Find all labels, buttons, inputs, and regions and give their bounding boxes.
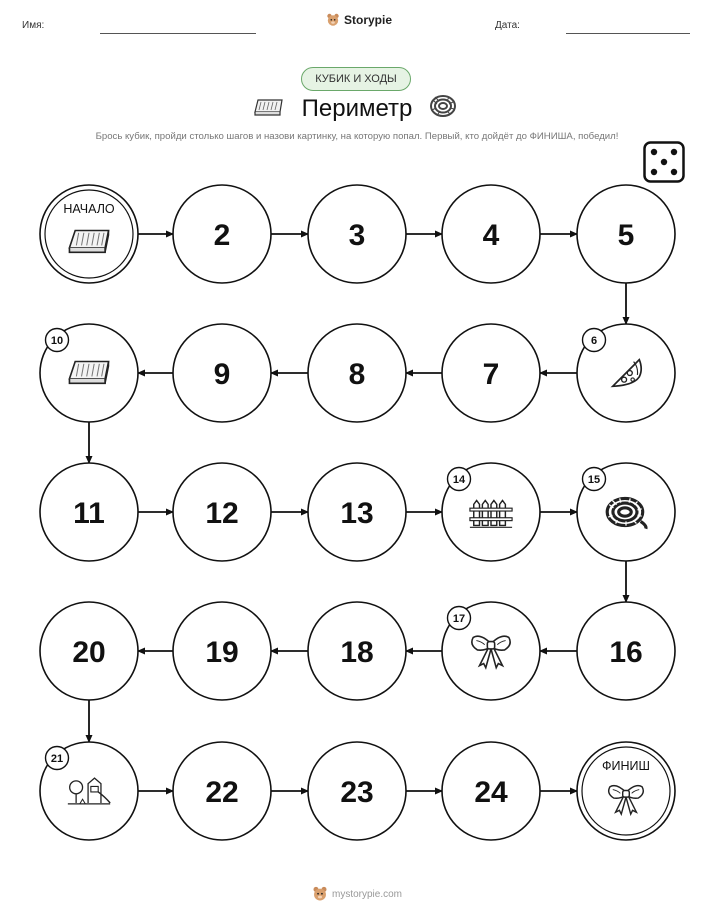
board-space-9 xyxy=(173,324,271,422)
board-space-22 xyxy=(173,742,271,840)
space-number: 18 xyxy=(340,636,374,669)
space-number-badge: 15 xyxy=(587,474,601,486)
space-number: 5 xyxy=(617,219,635,252)
board-space-21 xyxy=(40,742,138,840)
board-space-5 xyxy=(577,185,675,283)
space-number-badge: 17 xyxy=(452,613,466,625)
board-space-10 xyxy=(40,324,138,422)
board-space-16 xyxy=(577,602,675,700)
board-space-23 xyxy=(308,742,406,840)
mattress-icon xyxy=(69,362,108,384)
board-space-14 xyxy=(442,463,540,561)
space-number: 22 xyxy=(205,776,239,809)
board-space-18 xyxy=(308,602,406,700)
space-number-badge: 14 xyxy=(452,474,466,486)
board-space-15 xyxy=(577,463,675,561)
name-label: Имя: xyxy=(22,20,45,31)
bear-icon xyxy=(312,886,328,902)
space-number: 2 xyxy=(213,219,231,252)
instructions: Брось кубик, пройди столько шагов и назови картинку, на которую попал. Первый, кто дойдёт до ФИНИША, победил! xyxy=(95,131,619,142)
space-number: 24 xyxy=(474,776,508,809)
space-number-badge: 6 xyxy=(590,335,598,347)
space-number: 3 xyxy=(348,219,366,252)
board-space-4 xyxy=(442,185,540,283)
space-number: 19 xyxy=(205,636,239,669)
footer xyxy=(0,886,714,902)
board-space-12 xyxy=(173,463,271,561)
space-number: 12 xyxy=(205,497,239,530)
board-space-8 xyxy=(308,324,406,422)
page-title: Периметр xyxy=(301,95,413,122)
start-label: НАЧАЛО xyxy=(63,202,115,216)
board-space-6 xyxy=(577,324,675,422)
board-space-3 xyxy=(308,185,406,283)
board-space-13 xyxy=(308,463,406,561)
board-space-17 xyxy=(442,602,540,700)
fence-icon xyxy=(470,501,512,528)
brand-name: Storypie xyxy=(344,13,393,27)
finish-label: ФИНИШ xyxy=(602,759,650,773)
board-space-19 xyxy=(173,602,271,700)
space-number-badge: 21 xyxy=(50,753,64,765)
space-number: 11 xyxy=(73,497,105,530)
board-space-24 xyxy=(442,742,540,840)
space-number: 7 xyxy=(482,358,500,391)
date-label: Дата: xyxy=(495,20,520,31)
game-type-badge: КУБИК И ХОДЫ xyxy=(301,67,411,91)
space-number: 9 xyxy=(213,358,231,391)
space-number: 16 xyxy=(609,636,643,669)
board-space-20 xyxy=(40,602,138,700)
space-number: 13 xyxy=(340,497,374,530)
board-space-11 xyxy=(40,463,138,561)
space-number: 20 xyxy=(72,636,106,669)
footer-site: mystorypie.com xyxy=(331,888,402,900)
space-number: 8 xyxy=(348,358,366,391)
board-space-finish xyxy=(577,742,675,840)
board-space-7 xyxy=(442,324,540,422)
space-number-badge: 10 xyxy=(50,335,64,347)
space-number: 23 xyxy=(340,776,374,809)
board-space-2 xyxy=(173,185,271,283)
mattress-icon xyxy=(69,231,108,253)
board-space-start xyxy=(40,185,138,283)
space-number: 4 xyxy=(482,219,500,252)
